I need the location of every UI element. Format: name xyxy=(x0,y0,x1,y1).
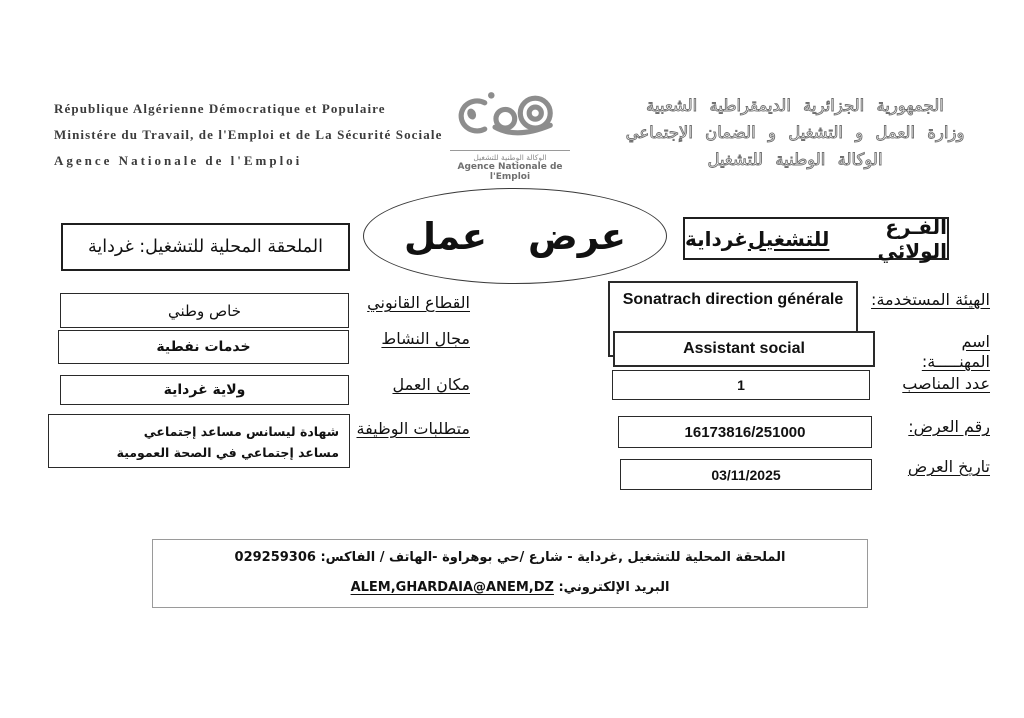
logo-divider xyxy=(450,150,570,151)
french-republic-line: République Algérienne Démocratique et Populaire xyxy=(54,101,386,116)
email-label: البريد الإلكتروني: xyxy=(558,580,670,595)
activity-label: مجال النشاط xyxy=(381,329,470,348)
requirements-line1: شهادة ليسانس مساعد إجتماعي xyxy=(143,424,339,439)
wilaya-branch-text-end: غرداية xyxy=(685,226,748,251)
requirements-line2: مساعد إجتماعي في الصحة العمومية xyxy=(116,445,339,460)
job-offer-title: عرض عمل xyxy=(403,214,627,258)
requirements-value-box xyxy=(48,414,350,468)
offer-number-value-box: 16173816/251000 xyxy=(618,416,872,448)
wilaya-branch-box xyxy=(683,214,949,263)
email-value: ALEM,GHARDAIA@ANEM,DZ xyxy=(350,580,554,595)
offer-number-label: رقم العرض: xyxy=(908,417,990,436)
french-ministry-block xyxy=(54,96,444,174)
wilaya-branch-text-underlined: للتشغيل xyxy=(747,226,830,251)
french-agency-line: Agence Nationale de l'Emploi xyxy=(54,153,303,168)
employer-label: الهيئة المستخدمة: xyxy=(871,290,990,309)
legal-sector-label: القطاع القانوني xyxy=(367,293,470,312)
offer-date-value-box: 03/11/2025 xyxy=(620,459,872,490)
requirements-label: متطلبات الوظيفة xyxy=(356,419,470,438)
offer-date-label: تاريخ العرض xyxy=(907,457,990,476)
anem-logo-icon xyxy=(447,129,573,148)
positions-value-box: 1 xyxy=(612,370,870,400)
arabic-ministry-block xyxy=(598,92,992,173)
local-annex-text: الملحقة المحلية للتشغيل: غرداية xyxy=(88,237,323,257)
arabic-republic-line: الجمهورية الجزائرية الديمقراطية الشعبية xyxy=(646,96,944,115)
wilaya-branch-text-start: الفـرع الولائي xyxy=(877,214,947,263)
footer-address-line: الملحقة المحلية للتشغيل ,غرداية - شارع /حي بوهراوة -الهاتف / الفاكس: 029259306 xyxy=(234,550,786,565)
workplace-value-box: ولاية غرداية xyxy=(60,375,349,405)
job-title-value-box: Assistant social xyxy=(613,331,875,367)
footer-contact-box xyxy=(152,539,868,608)
workplace-label: مكان العمل xyxy=(392,375,470,394)
activity-value-box: خدمات نفطية xyxy=(58,330,349,364)
legal-sector-value-box: خاص وطني xyxy=(60,293,349,328)
employer-value-box: Sonatrach direction générale xyxy=(608,281,858,357)
footer-email-line xyxy=(153,580,867,595)
arabic-ministry-line: وزارة العمل و التشغيل و الضمان الإجتماعي xyxy=(625,123,965,142)
anem-logo xyxy=(440,86,580,182)
logo-arabic-caption: الوكالة الوطنية للتشغيل xyxy=(473,153,547,162)
job-title-label-line1: اسم xyxy=(961,332,990,351)
positions-label: عدد المناصب xyxy=(902,374,990,393)
job-offer-title-oval xyxy=(363,188,667,284)
job-title-label-line2: المهنـــــة: xyxy=(921,352,990,371)
logo-french-caption: Agence Nationale de l'Emploi xyxy=(457,162,563,182)
arabic-agency-line: الوكالة الوطنية للتشغيل xyxy=(707,150,883,169)
french-ministry-line: Ministére du Travail, de l'Emploi et de La Sécurité Sociale xyxy=(54,127,443,142)
local-annex-box xyxy=(61,223,350,271)
